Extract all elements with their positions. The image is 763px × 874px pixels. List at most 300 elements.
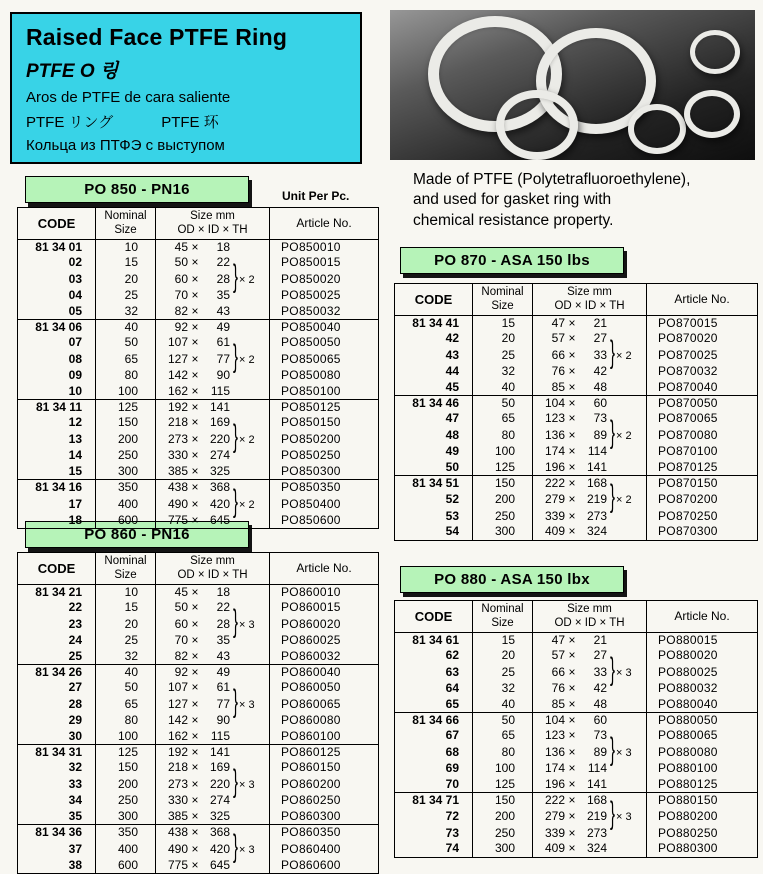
title-japanese-chinese (26, 111, 346, 132)
size-cell: 66 × 33 }× 2 (533, 347, 647, 364)
article-no-cell: PO880150 (647, 793, 758, 809)
article-no-cell: PO870080 (647, 427, 758, 444)
code-cell: 13 (68, 431, 82, 446)
article-no-cell: PO860150 (270, 760, 379, 775)
size-cell: 60 × 28 }× 3 (156, 616, 270, 633)
code-cell: 43 (445, 347, 459, 362)
article-no-cell: PO870200 (647, 491, 758, 508)
table-row (395, 396, 758, 412)
size-cell: 192 × 141 (156, 745, 270, 761)
code-cell: 65 (445, 696, 459, 711)
code-cell: 81 34 46 (395, 396, 473, 412)
table-row (395, 841, 758, 857)
nominal-size-cell: 20 (96, 616, 156, 633)
thickness-label: × 3 (239, 618, 255, 631)
size-cell: 775 × 645 (156, 513, 270, 529)
article-no-cell: PO860020 (270, 616, 379, 633)
nominal-size-cell: 125 (473, 777, 533, 793)
column-header-article: Article No. (647, 601, 758, 633)
nominal-size-cell: 300 (473, 524, 533, 540)
thickness-brace: } (610, 415, 616, 451)
table-row (18, 858, 379, 874)
size-cell: 92 × 49 (156, 320, 270, 336)
table-row (395, 331, 758, 346)
description-line: chemical resistance property. (413, 211, 614, 229)
table-row (18, 760, 379, 775)
size-cell: 76 × 42 (533, 681, 647, 696)
article-no-cell: PO850150 (270, 415, 379, 430)
table-row (395, 633, 758, 649)
article-no-cell: PO860600 (270, 858, 379, 874)
article-no-cell: PO880100 (647, 761, 758, 776)
code-cell: 05 (68, 303, 82, 318)
code-cell: 10 (68, 383, 82, 398)
code-cell: 12 (68, 415, 82, 430)
table-row (18, 448, 379, 463)
size-cell: 438 × 368 (156, 825, 270, 841)
size-cell: 76 × 42 (533, 364, 647, 379)
nominal-size-cell: 200 (473, 808, 533, 825)
thickness-brace: } (233, 483, 239, 520)
nominal-size-cell: 80 (473, 744, 533, 761)
table-title-label: PO 850 - PN16 (84, 181, 190, 198)
ptfe-ring-graphic (684, 90, 740, 138)
table-row (18, 368, 379, 383)
nominal-size-cell: 65 (96, 351, 156, 368)
article-no-cell: PO850400 (270, 496, 379, 513)
code-cell: 81 34 51 (395, 476, 473, 492)
article-no-cell: PO880065 (647, 728, 758, 743)
size-cell: 196 × 141 (533, 777, 647, 793)
code-cell: 81 34 41 (395, 316, 473, 332)
table-row (18, 713, 379, 728)
table-row (395, 444, 758, 459)
nominal-size-cell: 32 (96, 304, 156, 320)
nominal-size-cell: 125 (96, 745, 156, 761)
nominal-size-cell: 100 (473, 444, 533, 459)
article-no-cell: PO860300 (270, 809, 379, 825)
nominal-size-cell: 20 (473, 648, 533, 663)
product-table-po860 (17, 552, 379, 874)
code-cell: 24 (68, 633, 82, 648)
product-table-po850 (17, 207, 379, 529)
article-no-cell: PO850050 (270, 335, 379, 350)
article-no-cell: PO870025 (647, 347, 758, 364)
nominal-size-cell: 150 (473, 476, 533, 492)
table-row (395, 808, 758, 825)
column-header-code: CODE (18, 208, 96, 240)
code-cell: 38 (68, 857, 82, 872)
thickness-brace: } (610, 479, 616, 516)
code-cell: 33 (68, 776, 82, 791)
code-cell: 81 34 36 (18, 825, 96, 841)
size-cell: 330 × 274 (156, 448, 270, 463)
nominal-size-cell: 25 (473, 347, 533, 364)
description-line: and used for gasket ring with (413, 191, 612, 209)
thickness-brace: } (233, 259, 239, 295)
column-header-nominal: Nominal Size (96, 553, 156, 585)
table-row (18, 665, 379, 681)
article-no-cell: PO850040 (270, 320, 379, 336)
nominal-size-cell: 40 (96, 320, 156, 336)
size-cell: 192 × 141 (156, 400, 270, 416)
article-no-cell: PO860400 (270, 841, 379, 858)
code-cell: 73 (445, 825, 459, 840)
nominal-size-cell: 15 (473, 316, 533, 332)
size-cell: 47 × 21 (533, 316, 647, 332)
article-no-cell: PO850080 (270, 368, 379, 383)
table-row (395, 826, 758, 841)
code-cell: 81 34 21 (18, 585, 96, 601)
size-cell: 775 × 645 (156, 858, 270, 874)
size-cell: 66 × 33 }× 3 (533, 664, 647, 681)
size-cell: 85 × 48 (533, 697, 647, 713)
nominal-size-cell: 200 (96, 776, 156, 793)
nominal-size-cell: 300 (96, 464, 156, 480)
nominal-size-cell: 25 (96, 633, 156, 648)
size-cell: 50 × 22 (156, 255, 270, 270)
article-no-cell: PO850350 (270, 480, 379, 496)
code-cell: 81 34 01 (18, 240, 96, 256)
size-cell: 438 × 368 (156, 480, 270, 496)
thickness-label: × 2 (239, 498, 255, 511)
table-title-label: PO 860 - PN16 (84, 526, 190, 543)
article-no-cell: PO850600 (270, 513, 379, 529)
table-row (395, 793, 758, 809)
code-cell: 52 (445, 492, 459, 507)
article-no-cell: PO860250 (270, 793, 379, 808)
nominal-size-cell: 15 (96, 600, 156, 615)
table-row (395, 697, 758, 713)
column-header-article: Article No. (647, 284, 758, 316)
nominal-size-cell: 10 (96, 240, 156, 256)
nominal-size-cell: 400 (96, 841, 156, 858)
thickness-label: × 3 (239, 778, 255, 791)
table-row (395, 664, 758, 681)
nominal-size-cell: 15 (473, 633, 533, 649)
column-header-code: CODE (395, 601, 473, 633)
nominal-size-cell: 25 (473, 664, 533, 681)
article-no-cell: PO850125 (270, 400, 379, 416)
table-row (395, 427, 758, 444)
table-po870 (394, 283, 758, 541)
article-no-cell: PO870125 (647, 460, 758, 476)
table-po880 (394, 600, 758, 858)
thickness-brace: } (610, 732, 616, 768)
article-no-cell: PO860065 (270, 696, 379, 713)
code-cell: 49 (445, 444, 459, 459)
table-row (395, 728, 758, 743)
article-no-cell: PO880032 (647, 681, 758, 696)
article-no-cell: PO860015 (270, 600, 379, 615)
article-no-cell: PO870250 (647, 509, 758, 524)
size-cell: 136 × 89 }× 3 (533, 744, 647, 761)
code-cell: 23 (68, 616, 82, 631)
size-cell: 70 × 35 (156, 633, 270, 648)
article-no-cell: PO860200 (270, 776, 379, 793)
thickness-label: × 3 (239, 843, 255, 856)
product-description (413, 170, 761, 231)
table-row (18, 633, 379, 648)
table-row (395, 364, 758, 379)
nominal-size-cell: 25 (96, 288, 156, 303)
table-title-po850 (25, 176, 249, 203)
code-cell: 81 34 71 (395, 793, 473, 809)
article-no-cell: PO870300 (647, 524, 758, 540)
nominal-size-cell: 65 (473, 411, 533, 426)
table-row (18, 415, 379, 430)
table-po850 (17, 207, 379, 529)
product-table-po880 (394, 600, 758, 858)
table-row (395, 777, 758, 793)
code-cell: 63 (445, 664, 459, 679)
code-cell: 09 (68, 368, 82, 383)
code-cell: 72 (445, 809, 459, 824)
table-row (18, 480, 379, 496)
code-cell: 34 (68, 793, 82, 808)
article-no-cell: PO850065 (270, 351, 379, 368)
code-cell: 81 34 26 (18, 665, 96, 681)
table-row (395, 509, 758, 524)
size-cell: 50 × 22 (156, 600, 270, 615)
size-cell: 273 × 220 }× 2 (156, 431, 270, 448)
code-cell: 81 34 61 (395, 633, 473, 649)
code-cell: 29 (68, 713, 82, 728)
size-cell: 339 × 273 (533, 826, 647, 841)
nominal-size-cell: 350 (96, 825, 156, 841)
column-header-article: Article No. (270, 553, 379, 585)
table-row (18, 335, 379, 350)
code-cell: 04 (68, 288, 82, 303)
code-cell: 81 34 31 (18, 745, 96, 761)
article-no-cell: PO870100 (647, 444, 758, 459)
thickness-label: × 3 (616, 811, 632, 824)
size-cell: 57 × 27 (533, 331, 647, 346)
size-cell: 127 × 77 }× 2 (156, 351, 270, 368)
code-cell: 48 (445, 427, 459, 442)
article-no-cell: PO850032 (270, 304, 379, 320)
article-no-cell: PO880300 (647, 841, 758, 857)
nominal-size-cell: 100 (473, 761, 533, 776)
table-row (18, 680, 379, 695)
thickness-brace: } (610, 652, 616, 688)
article-no-cell: PO870040 (647, 380, 758, 396)
article-no-cell: PO880025 (647, 664, 758, 681)
table-row (18, 745, 379, 761)
title-chinese: PTFE 环 (161, 113, 219, 131)
article-no-cell: PO860100 (270, 729, 379, 745)
thickness-brace: } (233, 339, 239, 375)
nominal-size-cell: 50 (96, 335, 156, 350)
nominal-size-cell: 32 (473, 364, 533, 379)
table-row (395, 744, 758, 761)
nominal-size-cell: 600 (96, 513, 156, 529)
code-cell: 03 (68, 271, 82, 286)
table-row (395, 648, 758, 663)
article-no-cell: PO850025 (270, 288, 379, 303)
table-row (395, 681, 758, 696)
table-row (395, 380, 758, 396)
nominal-size-cell: 80 (473, 427, 533, 444)
size-cell: 82 × 43 (156, 304, 270, 320)
table-row (18, 649, 379, 665)
nominal-size-cell: 32 (96, 649, 156, 665)
size-cell: 490 × 420 }× 2 (156, 496, 270, 513)
thickness-label: × 2 (616, 429, 632, 442)
article-no-cell: PO870015 (647, 316, 758, 332)
table-row (18, 825, 379, 841)
size-cell: 142 × 90 (156, 713, 270, 728)
ptfe-ring-graphic (628, 104, 686, 154)
size-cell: 123 × 73 (533, 728, 647, 743)
nominal-size-cell: 250 (473, 826, 533, 841)
table-title-label: PO 870 - ASA 150 lbs (434, 252, 590, 269)
thickness-label: × 3 (616, 666, 632, 679)
table-row (18, 793, 379, 808)
size-cell: 385 × 325 (156, 464, 270, 480)
table-row (18, 384, 379, 400)
thickness-brace: } (233, 684, 239, 720)
nominal-size-cell: 150 (473, 793, 533, 809)
article-no-cell: PO870065 (647, 411, 758, 426)
article-no-cell: PO880250 (647, 826, 758, 841)
thickness-label: × 3 (239, 698, 255, 711)
nominal-size-cell: 40 (96, 665, 156, 681)
nominal-size-cell: 600 (96, 858, 156, 874)
column-header-size: Size mm OD × ID × TH (156, 553, 270, 585)
code-cell: 30 (68, 728, 82, 743)
code-cell: 35 (68, 808, 82, 823)
table-title-po870 (400, 247, 624, 274)
article-no-cell: PO880050 (647, 713, 758, 729)
product-table-po870 (394, 283, 758, 541)
thickness-label: × 2 (616, 349, 632, 362)
code-cell: 47 (445, 411, 459, 426)
table-row (18, 464, 379, 480)
code-cell: 45 (445, 379, 459, 394)
code-cell: 50 (445, 459, 459, 474)
size-cell: 196 × 141 (533, 460, 647, 476)
size-cell: 45 × 18 (156, 585, 270, 601)
table-row (18, 600, 379, 615)
article-no-cell: PO860040 (270, 665, 379, 681)
nominal-size-cell: 250 (473, 509, 533, 524)
nominal-size-cell: 65 (96, 696, 156, 713)
ptfe-ring-graphic (496, 90, 578, 160)
nominal-size-cell: 150 (96, 415, 156, 430)
column-header-nominal: Nominal Size (473, 601, 533, 633)
size-cell: 222 × 168 (533, 476, 647, 492)
table-row (18, 513, 379, 529)
size-cell: 142 × 90 (156, 368, 270, 383)
table-row (395, 316, 758, 332)
thickness-label: × 2 (616, 494, 632, 507)
code-cell: 81 34 06 (18, 320, 96, 336)
article-no-cell: PO880015 (647, 633, 758, 649)
nominal-size-cell: 400 (96, 496, 156, 513)
table-row (395, 460, 758, 476)
title-spanish: Aros de PTFE de cara saliente (26, 88, 231, 106)
thickness-label: × 3 (616, 746, 632, 759)
unit-label: Unit Per Pc. (282, 189, 350, 203)
page-title: Raised Face PTFE Ring (26, 24, 288, 50)
article-no-cell: PO880080 (647, 744, 758, 761)
title-korean: PTFE O 링 (26, 61, 119, 83)
article-no-cell: PO850020 (270, 271, 379, 288)
size-cell: 162 × 115 (156, 384, 270, 400)
code-cell: 81 34 11 (18, 400, 96, 416)
article-no-cell: PO850200 (270, 431, 379, 448)
size-cell: 279 × 219 }× 2 (533, 491, 647, 508)
nominal-size-cell: 125 (96, 400, 156, 416)
article-no-cell: PO850010 (270, 240, 379, 256)
table-row (18, 729, 379, 745)
table-title-label: PO 880 - ASA 150 lbx (434, 571, 590, 588)
code-cell: 22 (68, 600, 82, 615)
thickness-brace: } (233, 604, 239, 640)
article-no-cell: PO850250 (270, 448, 379, 463)
thickness-brace: } (610, 796, 616, 833)
nominal-size-cell: 350 (96, 480, 156, 496)
size-cell: 273 × 220 }× 3 (156, 776, 270, 793)
size-cell: 127 × 77 }× 3 (156, 696, 270, 713)
nominal-size-cell: 300 (96, 809, 156, 825)
product-photo (390, 10, 755, 160)
column-header-size: Size mm OD × ID × TH (156, 208, 270, 240)
size-cell: 104 × 60 (533, 713, 647, 729)
code-cell: 25 (68, 648, 82, 663)
size-cell: 174 × 114 (533, 444, 647, 459)
nominal-size-cell: 40 (473, 380, 533, 396)
title-russian: Кольца из ПТФЭ с выступом (26, 137, 225, 154)
code-cell: 68 (445, 744, 459, 759)
size-cell: 162 × 115 (156, 729, 270, 745)
table-row (395, 476, 758, 492)
size-cell: 174 × 114 (533, 761, 647, 776)
table-row (18, 431, 379, 448)
code-cell: 15 (68, 463, 82, 478)
code-cell: 81 34 66 (395, 713, 473, 729)
nominal-size-cell: 50 (96, 680, 156, 695)
size-cell: 279 × 219 }× 3 (533, 808, 647, 825)
nominal-size-cell: 200 (96, 431, 156, 448)
article-no-cell: PO870020 (647, 331, 758, 346)
title-japanese: PTFE リング (26, 113, 114, 131)
nominal-size-cell: 100 (96, 384, 156, 400)
thickness-label: × 2 (239, 273, 255, 286)
table-row (18, 616, 379, 633)
article-no-cell: PO880125 (647, 777, 758, 793)
nominal-size-cell: 125 (473, 460, 533, 476)
nominal-size-cell: 300 (473, 841, 533, 857)
code-cell: 69 (445, 761, 459, 776)
article-no-cell: PO870150 (647, 476, 758, 492)
thickness-brace: } (233, 419, 239, 456)
nominal-size-cell: 10 (96, 585, 156, 601)
table-row (395, 411, 758, 426)
article-no-cell: PO880020 (647, 648, 758, 663)
size-cell: 60 × 28 }× 2 (156, 271, 270, 288)
thickness-brace: } (233, 764, 239, 801)
size-cell: 339 × 273 (533, 509, 647, 524)
code-cell: 70 (445, 776, 459, 791)
table-row (18, 271, 379, 288)
code-cell: 28 (68, 696, 82, 711)
table-row (395, 761, 758, 776)
article-no-cell: PO870032 (647, 364, 758, 379)
table-row (18, 351, 379, 368)
table-row (18, 320, 379, 336)
